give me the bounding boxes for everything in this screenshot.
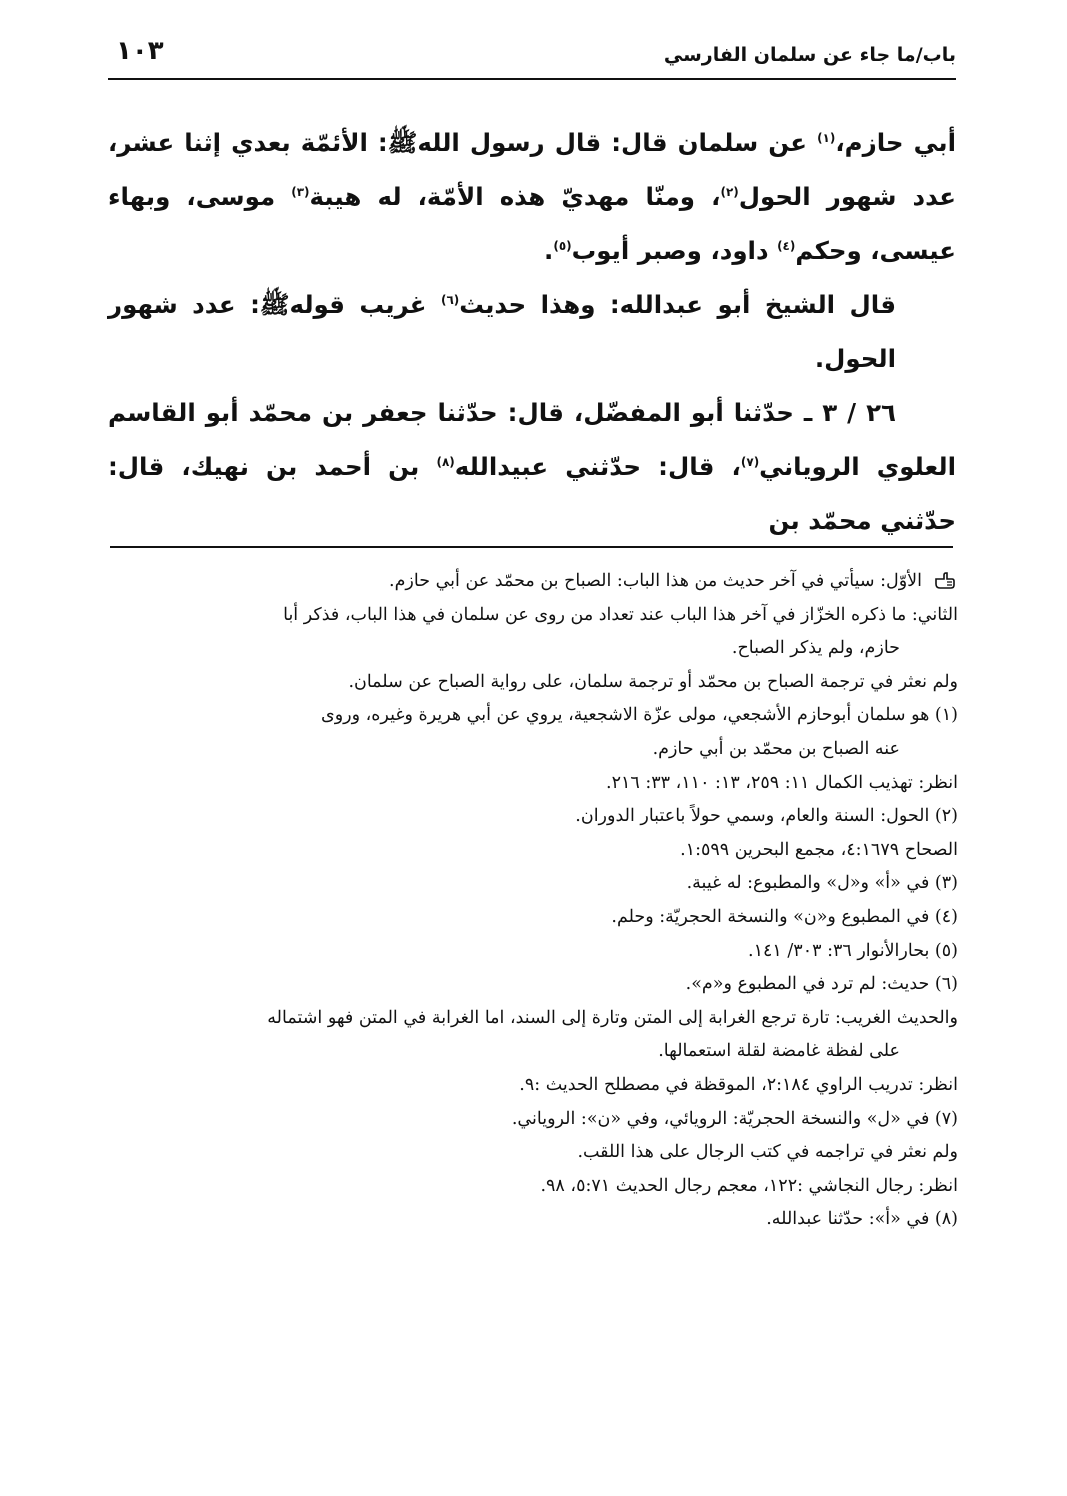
paragraph-3: ٢٦ / ٣ ـ حدّثنا أبو المفضّل، قال: حدّثنا جعفر بن محمّد أبو القاسم العلوي الروياني$^{(٧)}$، قال: حدّثني عبيدالله$^{(٨)}$ بن أحمد بن نهيك، قال: حدّثني محمّد بن <box>108 398 956 535</box>
footnotes <box>108 565 958 1237</box>
page-number: ١٠٣ <box>116 36 164 66</box>
footnote-ref[interactable]: (١) <box>817 130 836 145</box>
footnote-line: (٧) في «ل» والنسخة الحجريّة: الرويائي، وفي «ن»: الروياني. <box>511 1108 958 1129</box>
paragraph-2: قال الشيخ أبو عبدالله: وهذا حديث$^{(٦)}$ غريب قولهﷺ: عدد شهور الحول. <box>108 290 896 373</box>
footnote-line: (٤) في المطبوع و«ن» والنسخة الحجريّة: وحلم. <box>611 906 958 927</box>
footnote-line: انظر: رجال النجاشي :١٢٢، معجم رجال الحديث ٥:٧١، ٩٨. <box>540 1175 958 1196</box>
footnote-line: الثاني: ما ذكره الخزّاز في آخر هذا الباب عند تعداد من روى عن سلمان في هذا الباب، فذكر أبا <box>283 604 958 625</box>
footnote-line: على لفظة غامضة لقلة استعمالها. <box>658 1041 900 1062</box>
footnote-line: (٦) حديث: لم ترد في المطبوع و«م». <box>685 974 958 995</box>
page-header <box>108 34 956 80</box>
footnote-line: حازم، ولم يذكر الصباح. <box>731 638 900 659</box>
footnote-ref[interactable]: (٨) <box>436 454 455 469</box>
footnote-line: عنه الصباح بن محمّد بن أبي حازم. <box>652 738 900 759</box>
footnote-line: ولم نعثر في ترجمة الصباح بن محمّد أو ترجمة سلمان، على رواية الصباح عن سلمان. <box>348 671 958 692</box>
footnote-line: الأوّل: سيأتي في آخر حديث من هذا الباب: الصباح بن محمّد عن أبي حازم. <box>108 565 958 599</box>
footnote-line: (٥) بحارالأنوار ٣٦: ٣٠٣/ ١٤١. <box>748 940 958 961</box>
footnote-ref[interactable]: (٦) <box>440 292 460 307</box>
paragraph-1: أبي حازم،$^{(١)}$ عن سلمان قال: قال رسول اللهﷺ: الأئمّة بعدي إثنا عشر، عدد شهور الحول$^{(٢)}$، ومنّا مهديّ هذه الأمّة، له هيبة$^{(٣)}$ موسى، وبهاء عيسى، وحكم$^{(٤)}$ داود، وصبر أيوب$^{(٥)}$. <box>108 128 957 265</box>
main-text <box>108 116 956 548</box>
footnote-ref[interactable]: (٥) <box>553 238 572 253</box>
footnote-line: انظر: تدريب الراوي ٢:١٨٤، الموقظة في مصطلح الحديث :٩. <box>519 1074 958 1095</box>
footnote-line: (٢) الحول: السنة والعام، وسمي حولاً باعتبار الدوران. <box>575 806 958 827</box>
footnote-ref[interactable]: (٣) <box>291 184 310 199</box>
honorific-glyph: ﷺ <box>387 128 418 157</box>
pointing-hand-icon <box>934 571 956 591</box>
footnote-line: (٨) في «أ»: حدّثنا عبدالله. <box>766 1209 958 1230</box>
footnote-ref[interactable]: (٢) <box>720 184 739 199</box>
footnote-line: انظر: تهذيب الكمال ١١: ٢٥٩، ١٣: ١١٠، ٣٣: ٢١٦. <box>606 772 958 793</box>
footnote-ref[interactable]: (٤) <box>777 238 796 253</box>
footnote-line: ولم نعثر في تراجمه في كتب الرجال على هذا اللقب. <box>577 1142 958 1163</box>
footnote-divider <box>110 546 953 548</box>
footnote-line: والحديث الغريب: تارة ترجع الغرابة إلى المتن وتارة إلى السند، اما الغرابة في المتن فهو اشتماله <box>267 1007 958 1028</box>
footnote-ref[interactable]: (٧) <box>740 454 760 469</box>
running-title: باب/ما جاء عن سلمان الفارسي <box>663 44 956 66</box>
footnote-line: (٣) في «أ» و«ل» والمطبوع: له غيبة. <box>686 873 958 894</box>
footnote-line: (١) هو سلمان أبوحازم الأشجعي، مولى عزّة الاشجعية، يروي عن أبي هريرة وغيره، وروى <box>321 705 958 726</box>
footnote-line: الصحاح ٤:١٦٧٩، مجمع البحرين ١:٥٩٩. <box>680 839 958 860</box>
honorific-glyph: ﷺ <box>259 290 290 319</box>
